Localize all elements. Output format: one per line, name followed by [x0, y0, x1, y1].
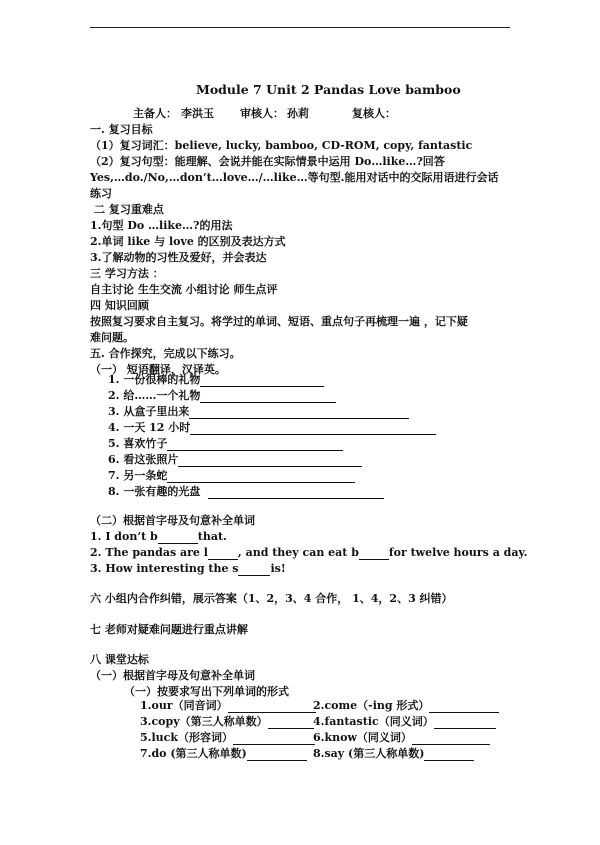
- translation-prompt: 8. 一张有趣的光盘: [108, 485, 201, 498]
- translation-prompt: 7. 另一条蛇: [108, 469, 168, 482]
- answer-blank[interactable]: [190, 423, 436, 435]
- word-form-prompt: 5.luck（形容词）: [140, 731, 233, 744]
- translation-item: [108, 390, 336, 401]
- fill-item: [90, 563, 286, 574]
- translation-item: [108, 374, 324, 385]
- section3-heading: 三 学习方法 ：: [90, 267, 164, 280]
- word-form-item: [140, 732, 315, 743]
- section1-sentence-line1: （2）复习句型：能理解、会说并能在实际情景中运用 Do…like…?回答: [90, 155, 445, 168]
- answer-blank[interactable]: [412, 733, 490, 745]
- word-form-prompt: 4.fantastic（同义词）: [313, 715, 434, 728]
- translation-item: [108, 454, 362, 465]
- section2-item: 3.了解动物的习性及爱好，并会表达: [90, 251, 267, 264]
- translation-prompt: 2. 给……一个礼物: [108, 389, 201, 402]
- fill-item: [90, 547, 527, 558]
- section1-vocab: （1）复习词汇：believe, lucky, bamboo, CD-ROM, copy, fantastic: [90, 139, 473, 152]
- word-form-item: [313, 748, 474, 759]
- answer-blank[interactable]: [228, 701, 316, 713]
- word-form-item: [313, 700, 499, 711]
- word-form-prompt: 3.copy（第三人称单数）: [140, 715, 268, 728]
- word-form-prompt: 6.know（同义词）: [313, 731, 412, 744]
- translation-item: [108, 470, 355, 481]
- answer-blank[interactable]: [434, 717, 496, 729]
- answer-blank[interactable]: [208, 548, 238, 560]
- section2-item: 2.单词 like 与 love 的区别及表达方式: [90, 235, 286, 248]
- answer-blank[interactable]: [200, 375, 324, 387]
- reviewer-name: 孙莉: [287, 107, 309, 120]
- page-title: Module 7 Unit 2 Pandas Love bamboo: [196, 82, 461, 97]
- section8-heading: 八 课堂达标: [90, 653, 149, 666]
- answer-blank[interactable]: [238, 564, 270, 576]
- answer-blank[interactable]: [167, 471, 355, 483]
- translation-item: [108, 422, 436, 433]
- section4-line2: 难问题。: [90, 331, 134, 344]
- word-form-prompt: 2.come（-ing 形式）: [313, 699, 430, 712]
- answer-blank[interactable]: [167, 439, 343, 451]
- answer-blank[interactable]: [158, 532, 198, 544]
- second-reviewer-label: 复核人：: [352, 107, 396, 120]
- section5-part2-heading: （二）根据首字母及句意补全单词: [90, 514, 255, 527]
- word-form-item: [140, 700, 316, 711]
- answer-blank[interactable]: [178, 455, 362, 467]
- header-rule: [90, 27, 510, 28]
- reviewer-label: 审核人：: [240, 107, 284, 120]
- fill-text: that.: [197, 530, 227, 543]
- fill-text: for twelve hours a day.: [388, 546, 528, 559]
- translation-prompt: 5. 喜欢竹子: [108, 437, 168, 450]
- word-form-prompt: 8.say (第三人称单数): [313, 747, 425, 760]
- word-form-prompt: 1.our（同音词）: [140, 699, 228, 712]
- fill-text: 3. How interesting the s: [90, 562, 239, 575]
- section8-sub2: （一）按要求写出下列单词的形式: [124, 685, 289, 698]
- translation-prompt: 1. 一份很棒的礼物: [108, 373, 201, 386]
- fill-text: 1. I don’t b: [90, 530, 158, 543]
- translation-prompt: 4. 一天 12 小时: [108, 421, 191, 434]
- word-form-item: [140, 716, 314, 727]
- section2-heading: 二 复习重难点: [94, 203, 164, 216]
- translation-item: [108, 486, 384, 497]
- fill-item: [90, 531, 227, 542]
- answer-blank[interactable]: [189, 407, 409, 419]
- section1-sentence-line2: Yes,…do./No,…don’t…love…/…like…等句型.能用对话中的交际用语进行会话: [90, 171, 499, 184]
- section7-heading: 七 老师对疑难问题进行重点讲解: [90, 623, 248, 636]
- word-form-prompt: 7.do (第三人称单数): [140, 747, 247, 760]
- fill-text: is!: [270, 562, 286, 575]
- section4-line1: 按照复习要求自主复习。将学过的单词、短语、重点句子再梳理一遍 ，记下疑: [90, 315, 468, 328]
- translation-item: [108, 406, 409, 417]
- fill-text: 2. The pandas are l: [90, 546, 208, 559]
- answer-blank[interactable]: [429, 701, 499, 713]
- section2-item: 1.句型 Do …like…?的用法: [90, 219, 233, 232]
- answer-blank[interactable]: [424, 749, 474, 761]
- section1-sentence-line3: 练习: [90, 187, 112, 200]
- preparer-label: 主备人：: [133, 107, 177, 120]
- answer-blank[interactable]: [359, 548, 389, 560]
- answer-blank[interactable]: [233, 733, 315, 745]
- section3-methods: 自主讨论 生生交流 小组讨论 师生点评: [90, 283, 278, 296]
- fill-text: , and they can eat b: [237, 546, 359, 559]
- word-form-item: [140, 748, 307, 759]
- answer-blank[interactable]: [247, 749, 307, 761]
- section6-heading: 六 小组内合作纠错，展示答案（1、2，3、4 合作， 1、4，2、3 纠错）: [90, 592, 453, 605]
- preparer-name: 李洪玉: [181, 107, 214, 120]
- translation-prompt: 3. 从盒子里出来: [108, 405, 190, 418]
- translation-prompt: 6. 看这张照片: [108, 453, 179, 466]
- answer-blank[interactable]: [268, 717, 314, 729]
- word-form-item: [313, 716, 496, 727]
- section4-heading: 四 知识回顾: [90, 299, 149, 312]
- answer-blank[interactable]: [208, 487, 384, 499]
- section8-sub1: （一）根据首字母及句意补全单词: [90, 669, 255, 682]
- word-form-item: [313, 732, 490, 743]
- answer-blank[interactable]: [200, 391, 336, 403]
- section1-heading: 一. 复习目标: [90, 123, 153, 136]
- section5-heading: 五. 合作探究，完成以下练习。: [90, 347, 241, 360]
- translation-item: [108, 438, 343, 449]
- section5-part1-heading: （一） 短语翻译，汉译英。: [90, 363, 226, 376]
